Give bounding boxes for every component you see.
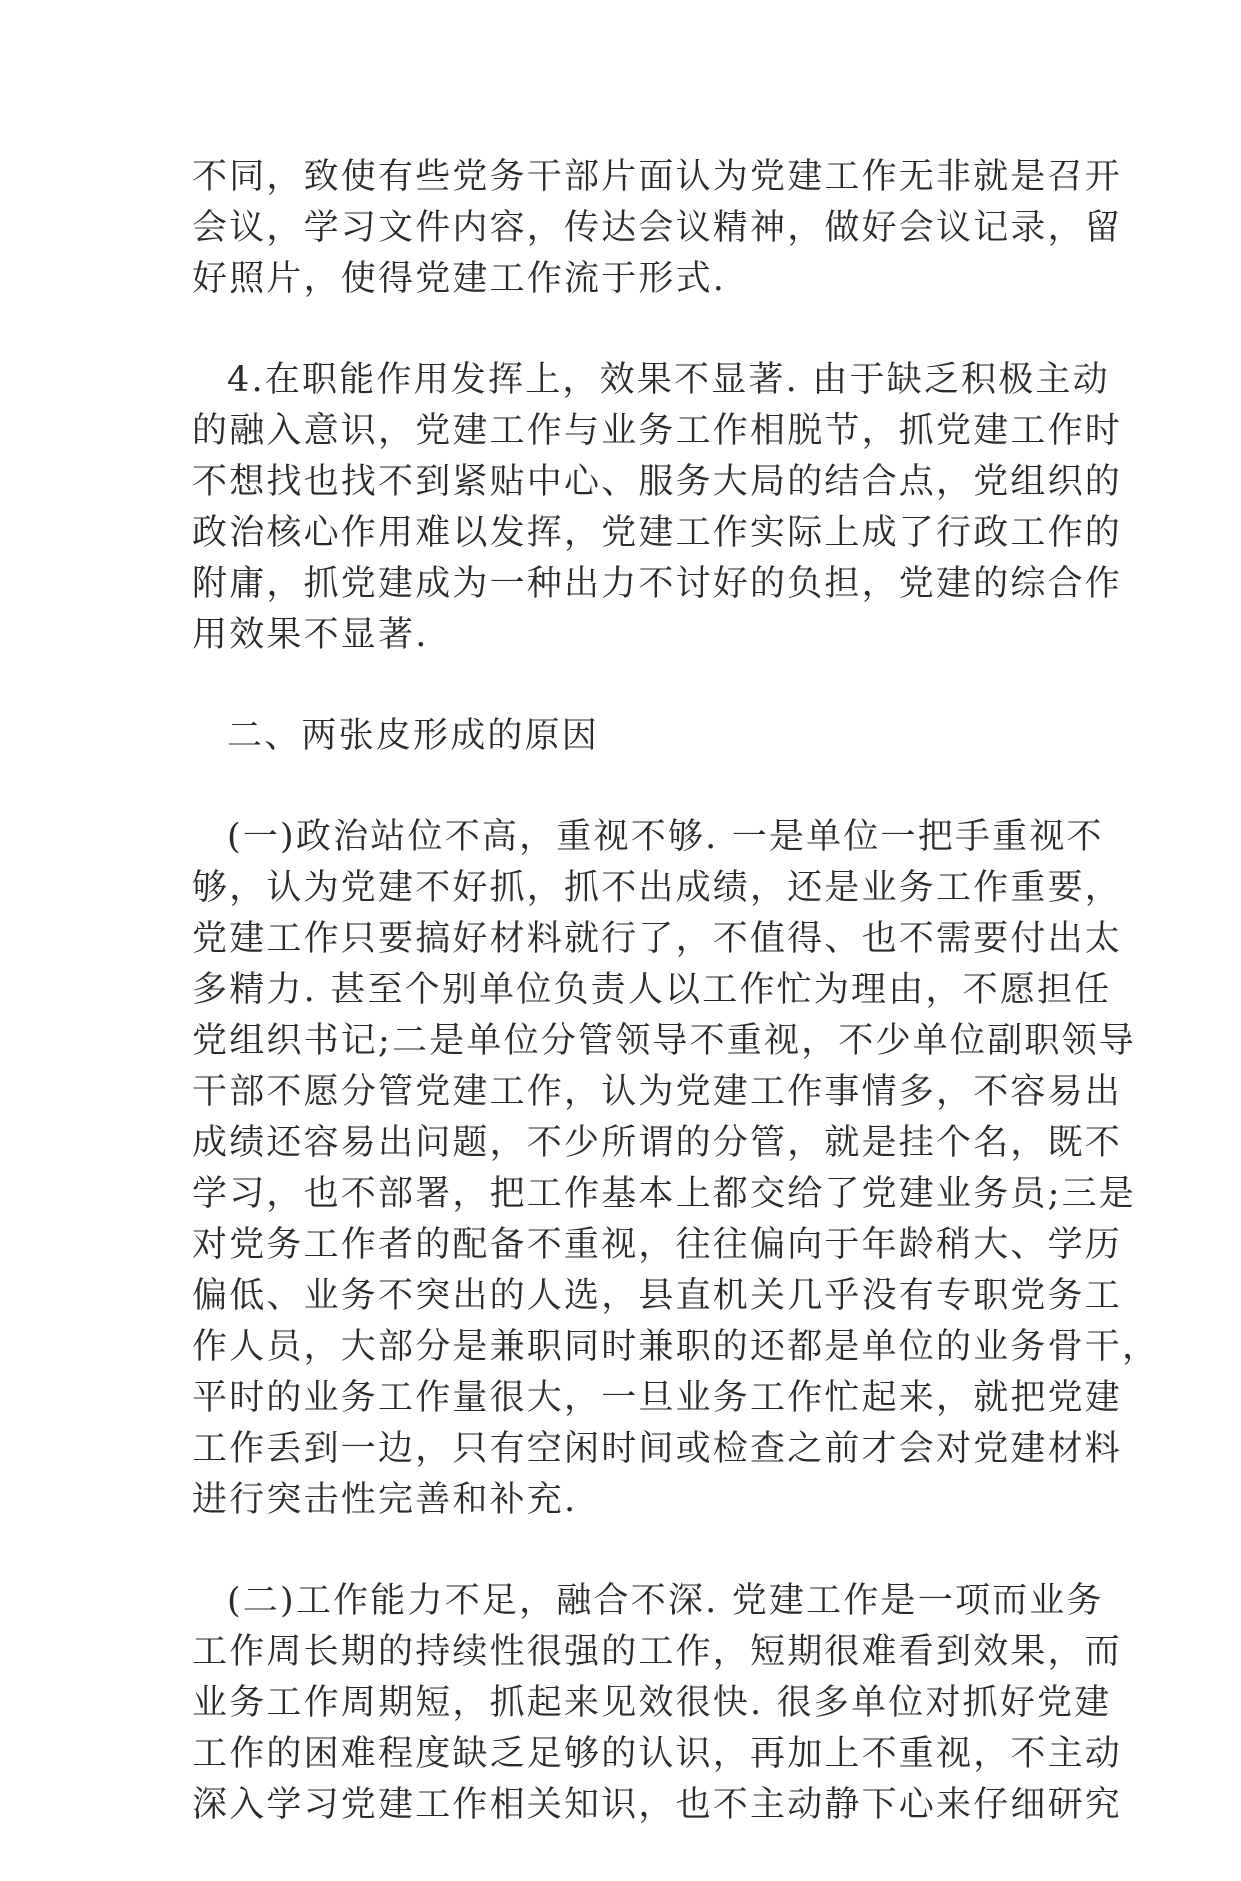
text-line: 业务工作周期短，抓起来见效很快. 很多单位对抓好党建 <box>192 1683 1112 1723</box>
text-line: 学习，也不部署，把工作基本上都交给了党建业务员;三是 <box>192 1174 1136 1214</box>
paragraph-reason-1 <box>192 812 1160 1526</box>
text-line: 对党务工作者的配备不重视，往往偏向于年龄稍大、学历 <box>192 1225 1123 1265</box>
text-line: 平时的业务工作量很大，一旦业务工作忙起来，就把党建 <box>192 1378 1123 1418</box>
text-line: 进行突击性完善和补充. <box>192 1480 578 1520</box>
text-line: 好照片，使得党建工作流于形式. <box>192 259 727 299</box>
text-line: 偏低、业务不突出的人选，县直机关几乎没有专职党务工 <box>192 1276 1123 1316</box>
paragraph-reason-2 <box>192 1576 1123 1831</box>
text-line: 用效果不显著. <box>192 615 429 655</box>
section-heading: 二、两张皮形成的原因 <box>227 716 600 756</box>
text-line: 多精力. 甚至个别单位负责人以工作忙为理由，不愿担任 <box>192 970 1112 1010</box>
text-line: 作人员，大部分是兼职同时兼职的还都是单位的业务骨干， <box>192 1327 1160 1367</box>
paragraph-continuation <box>192 152 1123 305</box>
text-line: 党组织书记;二是单位分管领导不重视，不少单位副职领导 <box>192 1021 1136 1061</box>
text-line: 够，认为党建不好抓，抓不出成绩，还是业务工作重要， <box>192 868 1123 908</box>
text-line: 4.在职能作用发挥上，效果不显著. 由于缺乏积极主动 <box>227 360 1110 400</box>
text-line: 会议，学习文件内容，传达会议精神，做好会议记录，留 <box>192 208 1123 248</box>
text-line: 党建工作只要搞好材料就行了，不值得、也不需要付出太 <box>192 919 1123 959</box>
paragraph-point-4 <box>192 355 1123 661</box>
text-line: 深入学习党建工作相关知识，也不主动静下心来仔细研究 <box>192 1785 1123 1825</box>
text-line: 工作丢到一边，只有空闲时间或检查之前才会对党建材料 <box>192 1429 1123 1469</box>
text-line: 的融入意识，党建工作与业务工作相脱节，抓党建工作时 <box>192 411 1123 451</box>
text-line: 成绩还容易出问题，不少所谓的分管，就是挂个名，既不 <box>192 1123 1123 1163</box>
text-line: 不同，致使有些党务干部片面认为党建工作无非就是召开 <box>192 157 1123 197</box>
text-line: 不想找也找不到紧贴中心、服务大局的结合点，党组织的 <box>192 462 1123 502</box>
text-line: 工作的困难程度缺乏足够的认识，再加上不重视，不主动 <box>192 1734 1123 1774</box>
text-line: 政治核心作用难以发挥，党建工作实际上成了行政工作的 <box>192 513 1123 553</box>
text-line: 干部不愿分管党建工作，认为党建工作事情多，不容易出 <box>192 1072 1123 1112</box>
text-line: (二)工作能力不足，融合不深. 党建工作是一项而业务 <box>227 1581 1104 1621</box>
text-line: 附庸，抓党建成为一种出力不讨好的负担，党建的综合作 <box>192 564 1123 604</box>
document-body <box>192 152 1160 1881</box>
text-line: 工作周长期的持续性很强的工作，短期很难看到效果，而 <box>192 1632 1123 1672</box>
text-line: (一)政治站位不高，重视不够. 一是单位一把手重视不 <box>227 817 1104 857</box>
